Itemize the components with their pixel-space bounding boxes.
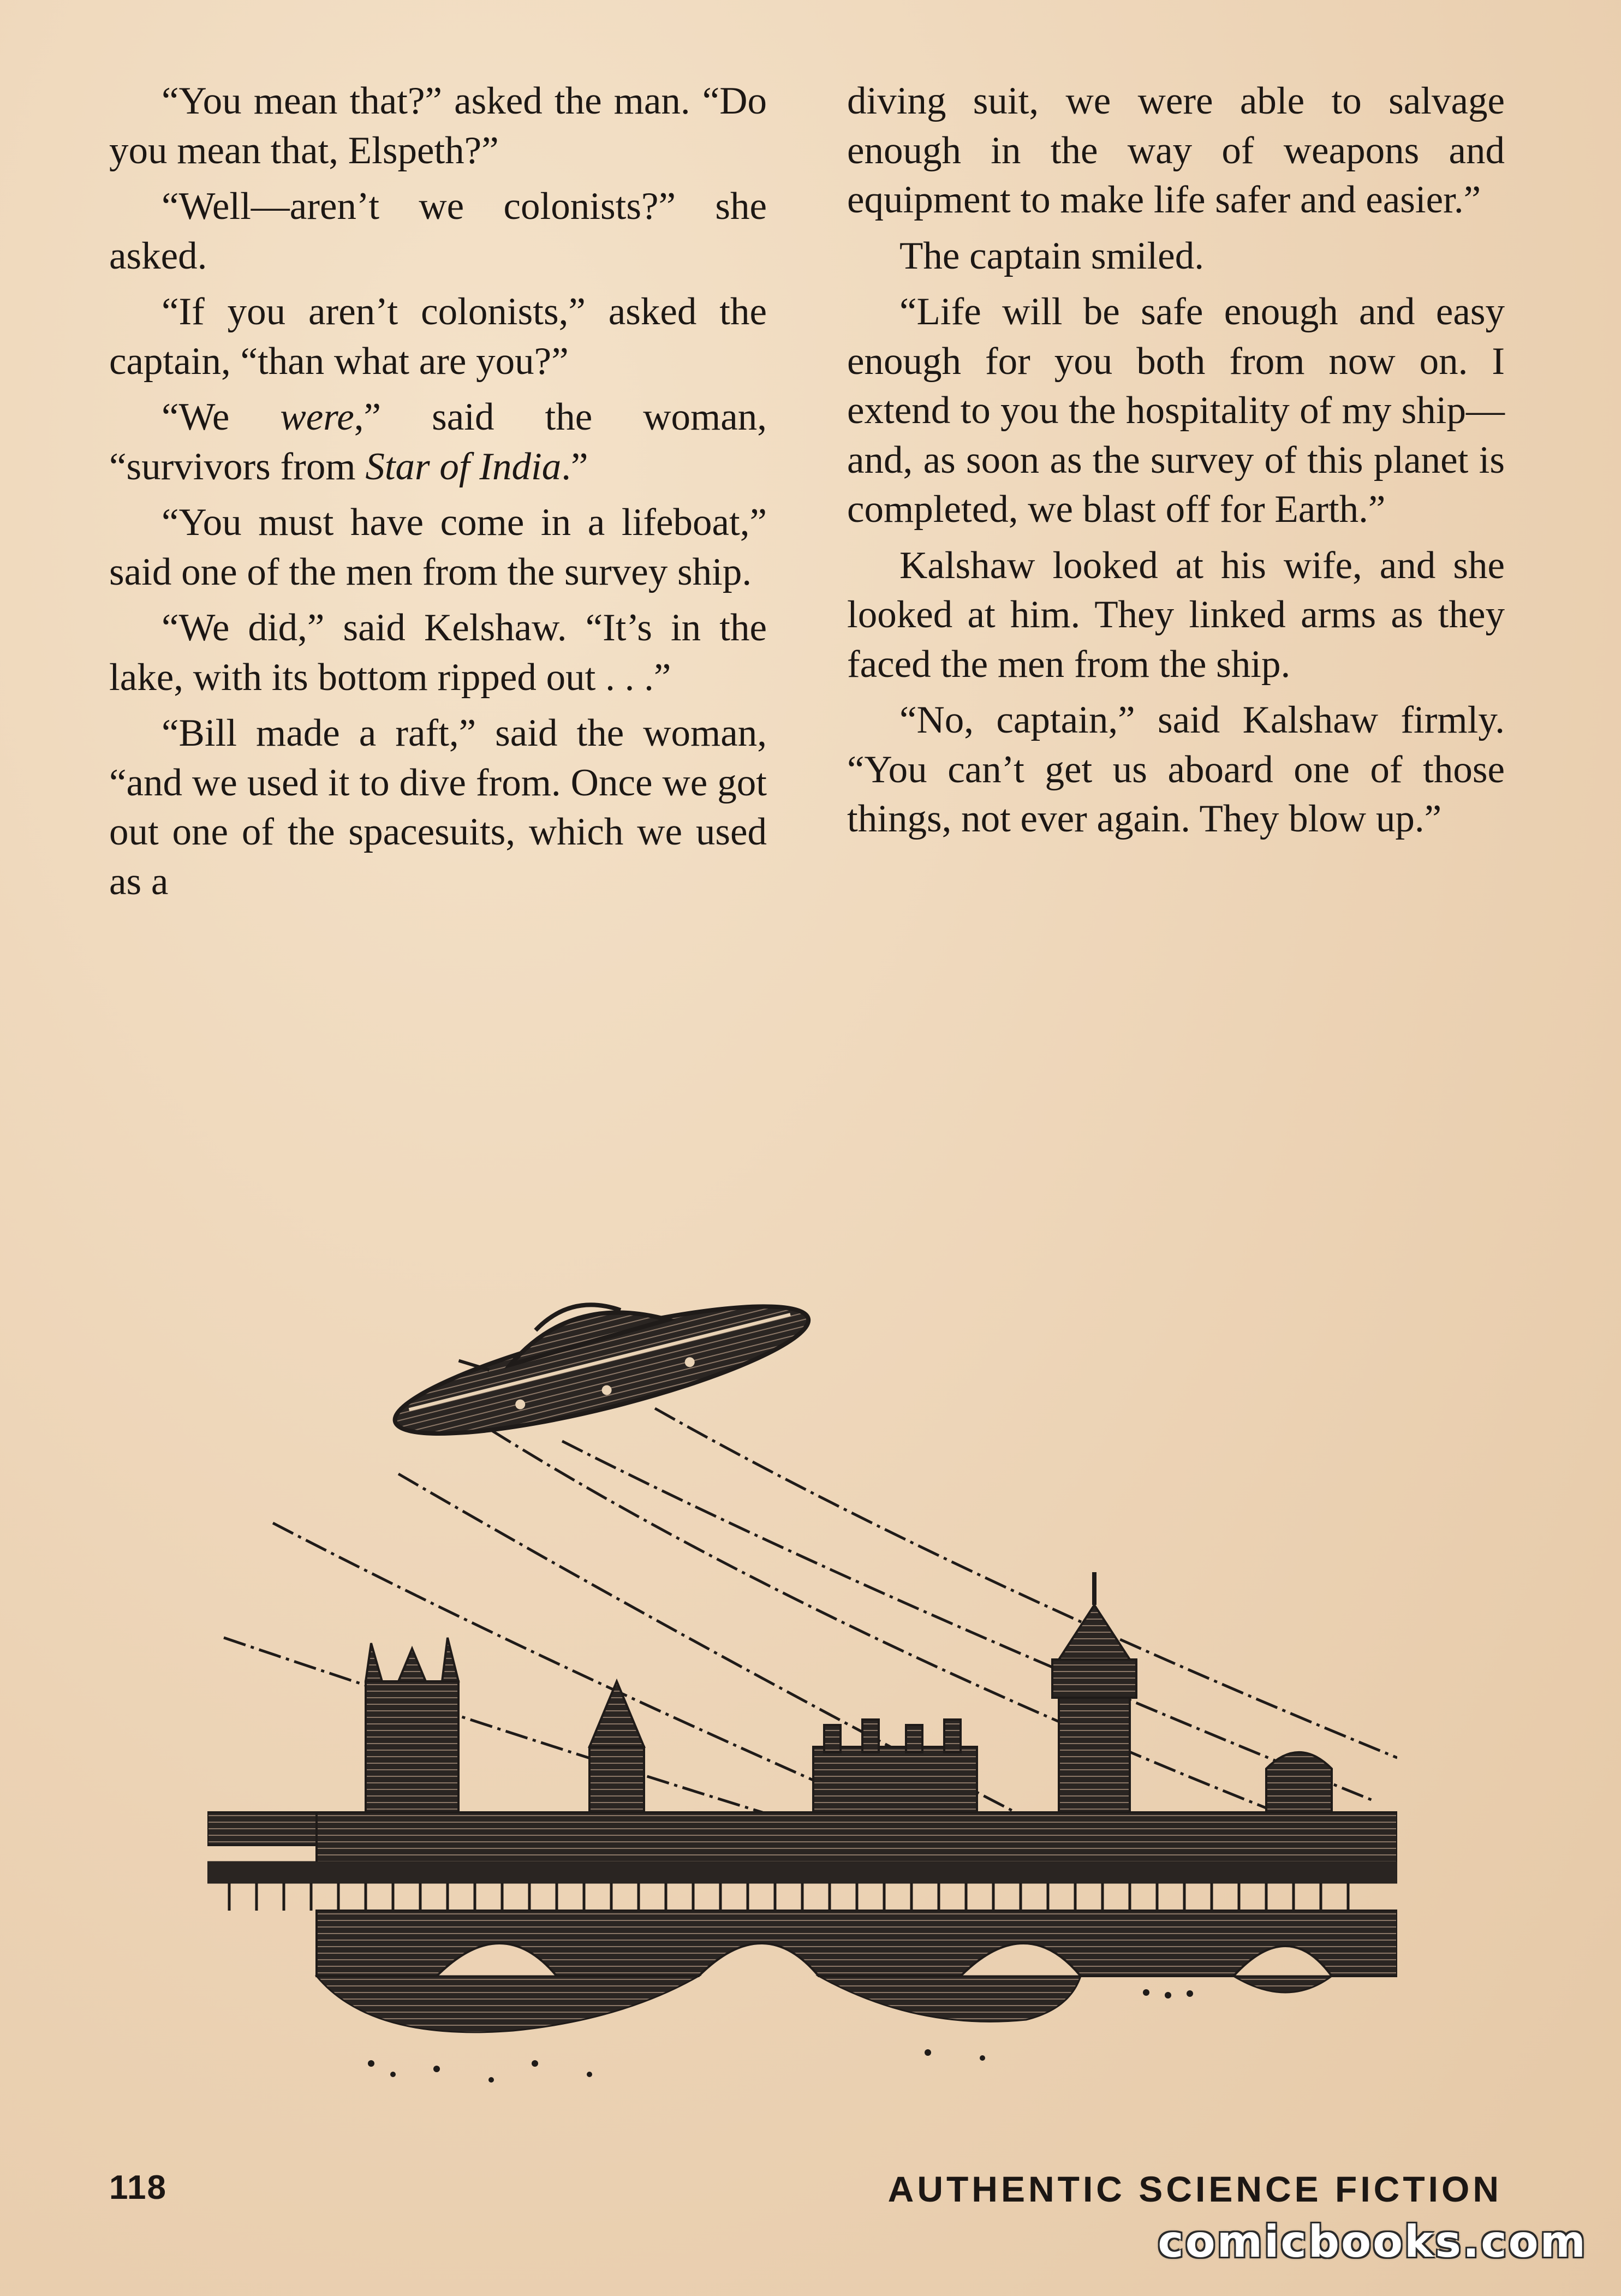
text-run: .” [561, 445, 588, 488]
ship-name: Star of India [365, 445, 562, 488]
flying-saucer-icon [379, 1266, 818, 1459]
magazine-title: AUTHENTIC SCIENCE FICTION [887, 2169, 1502, 2209]
paragraph: “Bill made a raft,” said the woman, “and we used it to dive from. Once we got out one of the spacesuits, which we used as a [109, 712, 767, 903]
paragraph: “We did,” said Kelshaw. “It’s in the lake, with its bottom ripped out . . .” [109, 606, 767, 699]
paragraph: “Well—aren’t we colonists?” she asked. [109, 185, 767, 277]
paragraph: The captain smiled. [899, 234, 1204, 277]
text-run: “We [162, 396, 281, 438]
watermark: comicbooks.com [1158, 2216, 1587, 2267]
westminster-skyline [207, 1572, 1397, 1878]
paragraph-continued: diving suit, we were able to salvage enough in the way of weapons and equipment to make life safer and easier.” [847, 80, 1505, 221]
right-text-column [847, 76, 1505, 850]
left-text-column [109, 76, 767, 913]
paragraph: “If you aren’t colonists,” asked the captain, “than what are you?” [109, 290, 767, 383]
paragraph: “No, captain,” said Kalshaw firmly. “You can’t get us aboard one of those things, not ever again. They blow up.” [847, 699, 1505, 840]
paragraph [109, 392, 767, 491]
paragraph: “You mean that?” asked the man. “Do you mean that, Elspeth?” [109, 80, 767, 172]
flying-saucer-illustration [207, 1266, 1397, 2096]
text-run: ,” said the woman, “survivors from [109, 396, 767, 488]
paragraph: “You must have come in a lifeboat,” said one of the men from the survey ship. [109, 501, 767, 593]
paragraph: Kalshaw looked at his wife, and she looked at him. They linked arms as they faced the men from the ship. [847, 544, 1505, 686]
river-reflection [317, 1976, 1332, 2032]
paragraph: “Life will be safe enough and easy enough for you both from now on. I extend to you the hospitality of my ship—and, as soon as the survey of this planet is completed, we blast off for Earth.” [847, 290, 1505, 531]
page-number: 118 [109, 2169, 168, 2206]
bridge [207, 1861, 1397, 1976]
emphasis: were [280, 396, 354, 438]
